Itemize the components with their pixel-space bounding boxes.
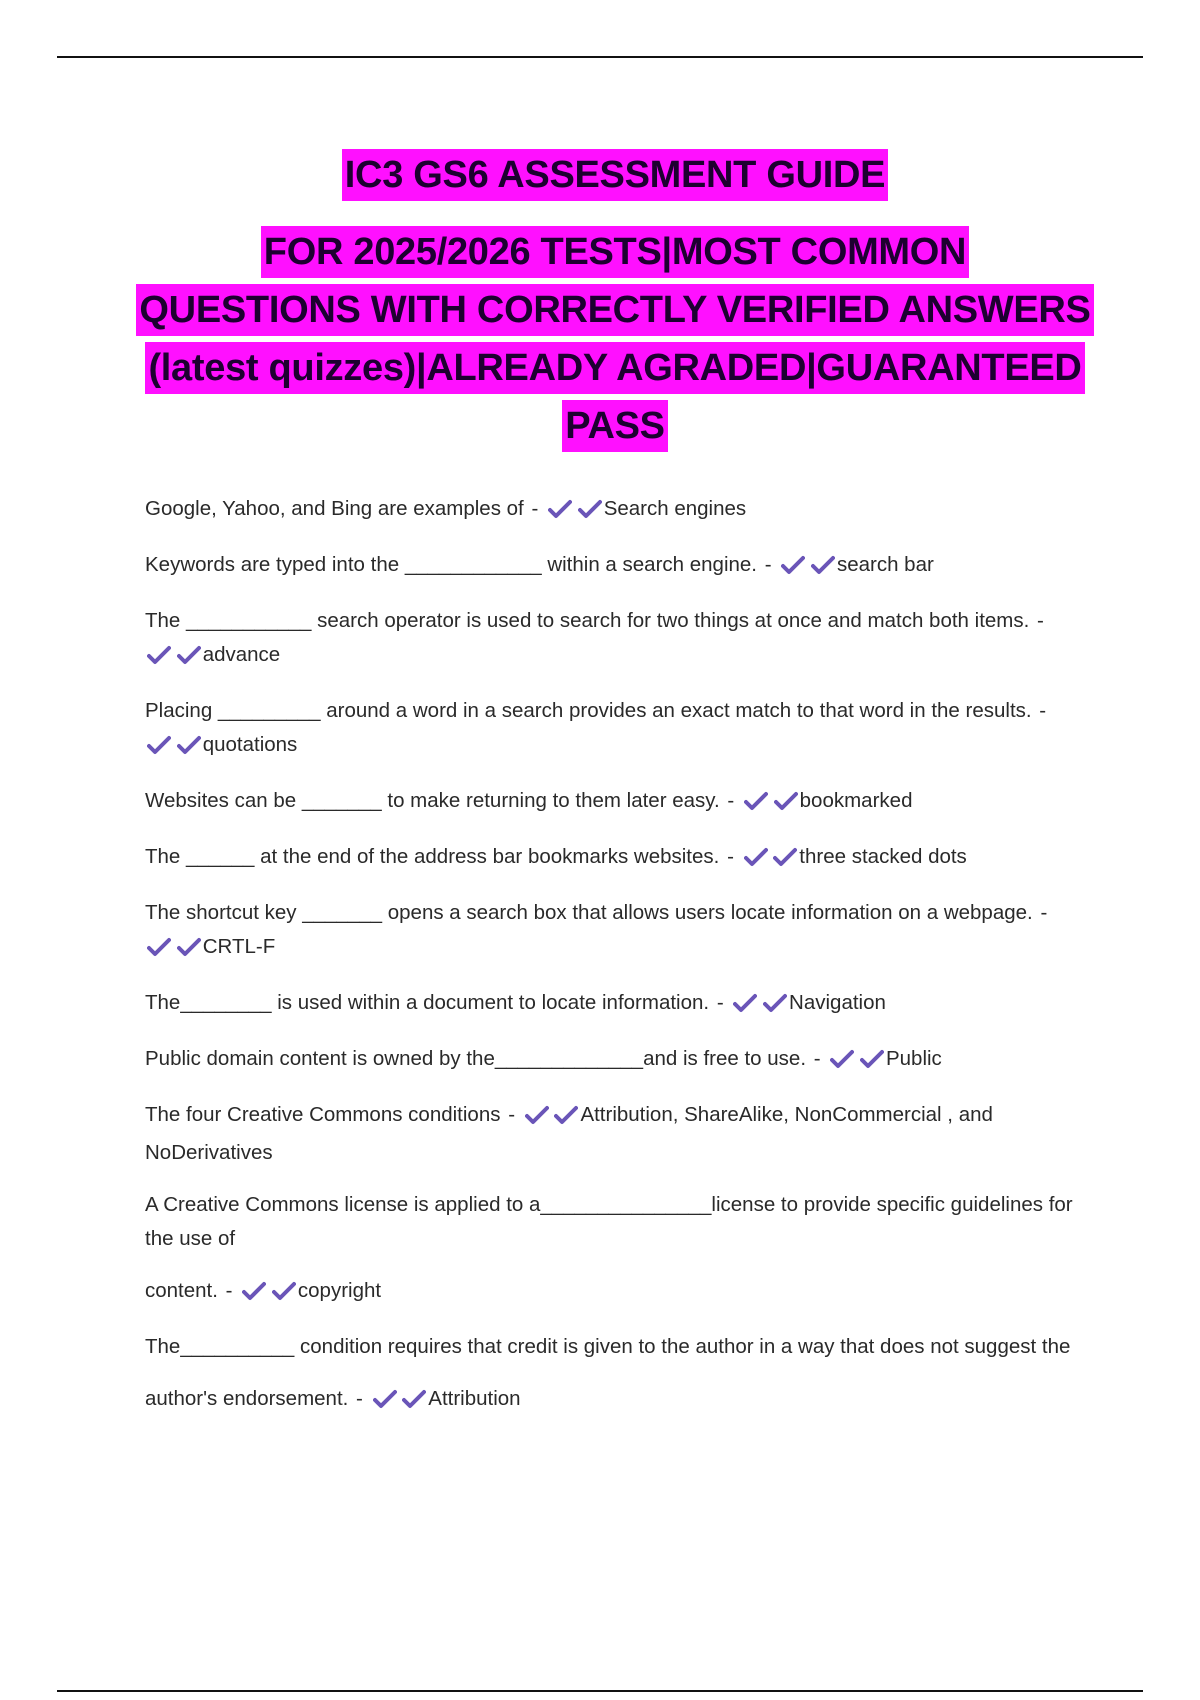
title-line-4: (latest quizzes)|ALREADY AGRADED|GUARANTEED bbox=[145, 342, 1084, 394]
header-rule bbox=[57, 56, 1143, 58]
answer-text: CRTL-F bbox=[202, 935, 276, 958]
title-line-3: QUESTIONS WITH CORRECTLY VERIFIED ANSWERS bbox=[136, 284, 1093, 336]
double-check-icon bbox=[147, 642, 201, 676]
qa-item bbox=[145, 548, 1095, 586]
answer-separator: - bbox=[1039, 699, 1047, 722]
double-check-icon bbox=[373, 1386, 427, 1420]
title-line-5: PASS bbox=[562, 400, 667, 452]
qa-item bbox=[145, 986, 1095, 1024]
title-line-1: IC3 GS6 ASSESSMENT GUIDE bbox=[342, 149, 888, 201]
answer-text: Navigation bbox=[789, 991, 886, 1014]
question-continuation: author's endorsement. bbox=[145, 1387, 349, 1410]
qa-item bbox=[145, 840, 1095, 878]
question-text: Google, Yahoo, and Bing are examples of bbox=[145, 497, 524, 520]
question-text: The ___________ search operator is used to search for two things at once and match both items. bbox=[145, 609, 1030, 632]
qa-item bbox=[145, 1330, 1095, 1420]
answer-text: Search engines bbox=[603, 497, 747, 520]
footer-rule bbox=[57, 1690, 1143, 1692]
answer-text: quotations bbox=[202, 733, 298, 756]
document-title bbox=[120, 146, 1110, 455]
answer-separator: - bbox=[225, 1279, 239, 1302]
qa-item bbox=[145, 604, 1095, 676]
double-check-icon bbox=[830, 1046, 884, 1080]
qa-item bbox=[145, 896, 1095, 968]
qa-item bbox=[145, 784, 1095, 822]
answer-separator: - bbox=[1040, 901, 1048, 924]
double-check-icon bbox=[733, 990, 787, 1024]
answer-separator: - bbox=[508, 1103, 521, 1126]
answer-separator: - bbox=[531, 497, 544, 520]
answer-text: three stacked dots bbox=[799, 845, 967, 868]
double-check-icon bbox=[147, 732, 201, 766]
qa-item bbox=[145, 492, 1095, 530]
qa-item bbox=[145, 694, 1095, 766]
answer-text: Attribution bbox=[428, 1387, 521, 1410]
answer-separator: - bbox=[764, 553, 778, 576]
question-text: The________ is used within a document to locate information. bbox=[145, 991, 710, 1014]
double-check-icon bbox=[147, 934, 201, 968]
answer-separator: - bbox=[356, 1387, 369, 1410]
answer-separator: - bbox=[716, 991, 730, 1014]
question-text: The shortcut key _______ opens a search box that allows users locate information on a webpage. bbox=[145, 901, 1033, 924]
question-text: Keywords are typed into the ____________ within a search engine. bbox=[145, 553, 758, 576]
answer-separator: - bbox=[727, 845, 740, 868]
answer-text: bookmarked bbox=[799, 789, 913, 812]
answer-text: copyright bbox=[297, 1279, 382, 1302]
answer-text: Attribution, ShareAlike, NonCommercial , and NoDerivatives bbox=[145, 1103, 993, 1164]
question-text: The__________ condition requires that credit is given to the author in a way that does not suggest the bbox=[145, 1335, 1071, 1358]
question-text: Placing _________ around a word in a search provides an exact match to that word in the results. bbox=[145, 699, 1032, 722]
double-check-icon bbox=[744, 844, 798, 878]
question-text: Websites can be _______ to make returning to them later easy. bbox=[145, 789, 720, 812]
question-text: A Creative Commons license is applied to a_______________license to provide specific guidelines for the use of bbox=[145, 1193, 1073, 1250]
qa-item bbox=[145, 1042, 1095, 1080]
double-check-icon bbox=[548, 496, 602, 530]
qa-item bbox=[145, 1188, 1095, 1312]
double-check-icon bbox=[781, 552, 835, 586]
qa-list bbox=[145, 492, 1095, 1438]
answer-text: advance bbox=[202, 643, 281, 666]
double-check-icon bbox=[525, 1102, 579, 1136]
answer-separator: - bbox=[727, 789, 740, 812]
qa-item bbox=[145, 1098, 1095, 1170]
answer-text: search bar bbox=[836, 553, 934, 576]
title-line-2: FOR 2025/2026 TESTS|MOST COMMON bbox=[261, 226, 969, 278]
answer-separator: - bbox=[1037, 609, 1044, 632]
double-check-icon bbox=[242, 1278, 296, 1312]
question-text: The ______ at the end of the address bar bookmarks websites. bbox=[145, 845, 720, 868]
answer-separator: - bbox=[813, 1047, 827, 1070]
question-continuation: content. bbox=[145, 1279, 218, 1302]
double-check-icon bbox=[744, 788, 798, 822]
question-text: The four Creative Commons conditions bbox=[145, 1103, 501, 1126]
answer-text: Public bbox=[885, 1047, 942, 1070]
question-text: Public domain content is owned by the_____________and is free to use. bbox=[145, 1047, 807, 1070]
